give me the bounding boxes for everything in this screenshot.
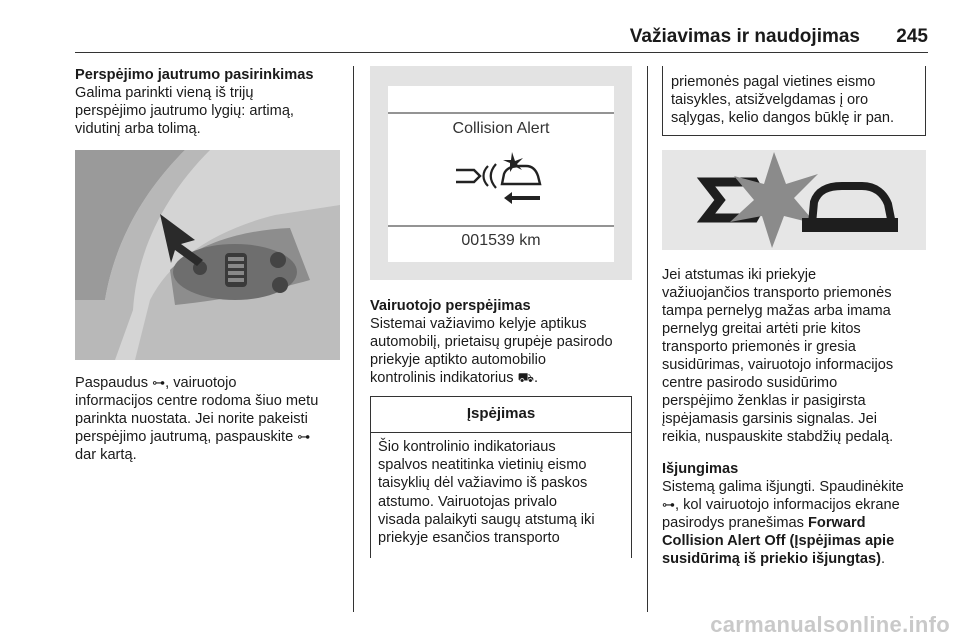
- header-rule: [75, 52, 928, 53]
- caution-cont-line-3: sąlygas, kelio dangos būklę ir pan.: [671, 110, 895, 127]
- collision-body-line-5: transporto priemonės ir gresia: [662, 339, 856, 355]
- caution-line-2: spalvos neatitinka vietinių eismo: [378, 457, 587, 474]
- indicator-period: .: [534, 370, 539, 386]
- watermark: carmanualsonline.info: [710, 612, 950, 637]
- caution-cont-line-2: taisykles, atsižvelgdamas į oro: [671, 92, 869, 109]
- caution-line-1: Šio kontrolinio indikatoriaus: [378, 439, 556, 455]
- collision-warning-symbol: [662, 150, 926, 250]
- off-line-2-text: , kol vairuotojo informacijos ekrane: [675, 497, 900, 513]
- caution-line-6: priekyje esančios transporto: [378, 530, 560, 547]
- steering-wheel-photo: [75, 150, 340, 360]
- page-number: 245: [896, 26, 928, 47]
- caution-line-4: atstumo. Vairuotojas privalo: [378, 493, 557, 510]
- running-header: Važiavimas ir naudojimas: [629, 26, 860, 47]
- collision-body-line-6: susidūrimas, vairuotojo informacijos: [662, 357, 894, 373]
- car-sensitivity-button-icon: ⊶: [152, 375, 166, 390]
- warning-body-line-2: automobilį, prietaisų grupėje pasirodo: [370, 334, 613, 350]
- driver-info-display-illustration: [370, 66, 632, 280]
- off-line-3: [662, 514, 866, 532]
- off-line-3-text: pasirodys pranešimas: [662, 515, 809, 531]
- column-divider-1: [353, 66, 354, 612]
- collision-body-line-3: tampa pernelyg mažas arba imama: [662, 303, 891, 319]
- press-line-1: [75, 374, 236, 392]
- caution-line-3: taisyklių dėl važiavimo iš paskos: [378, 475, 588, 492]
- press-text-c: perspėjimo jautrumą, paspauskite: [75, 429, 298, 445]
- warning-body-line-4: [370, 369, 538, 387]
- off-message-bold-1: Forward: [808, 515, 866, 531]
- press-line-2: [75, 428, 310, 446]
- car-sensitivity-button-icon: ⊶: [662, 497, 675, 512]
- column-divider-2: [647, 66, 648, 612]
- off-line-1: Sistemą galima išjungti. Spaudinėkite: [662, 479, 904, 495]
- off-line-5-period: .: [880, 551, 886, 567]
- body-line-1: informacijos centre rodoma šiuo metu: [75, 393, 319, 409]
- collision-body-line-8: perspėjimo ženklas ir pasigirsta: [662, 393, 866, 409]
- collision-body-line-4: pernelyg greitai artėti prie kitos: [662, 321, 861, 337]
- vehicle-ahead-indicator-icon: ⛟: [517, 370, 534, 385]
- collision-body-line-7: centre pasirodo susidūrimo: [662, 375, 838, 391]
- off-message-bold-3: susidūrimą iš priekio išjungtas): [662, 551, 881, 567]
- warning-body-line-1: Sistemai važiavimo kelyje aptikus: [370, 316, 587, 332]
- indicator-text: kontrolinis indikatorius: [370, 370, 518, 386]
- section-heading-sensitivity: Perspėjimo jautrumo pasirinkimas: [75, 67, 314, 83]
- intro-line-2: perspėjimo jautrumo lygių: artimą,: [75, 103, 294, 119]
- collision-body-line-1: Jei atstumas iki priekyje: [662, 267, 817, 283]
- display-title: Collision Alert: [452, 120, 550, 137]
- collision-body-line-10: reikia, nuspauskite stabdžių pedalą.: [662, 429, 894, 445]
- section-heading-deactivation: Išjungimas: [662, 461, 739, 477]
- intro-line-3: vidutinį arba tolimą.: [75, 121, 201, 137]
- press-text-b: , vairuotojo: [165, 375, 237, 391]
- collision-body-line-2: važiuojančios transporto priemonės: [662, 285, 892, 301]
- off-line-5: [662, 550, 885, 568]
- press-line-3: dar kartą.: [75, 447, 137, 463]
- section-heading-driver-warning: Vairuotojo perspėjimas: [370, 298, 531, 314]
- body-line-2: parinkta nuostata. Jei norite pakeisti: [75, 411, 308, 427]
- caution-line-5: visada palaikyti saugų atstumą iki: [378, 511, 595, 528]
- warning-body-line-3: priekyje aptikto automobilio: [370, 352, 547, 368]
- collision-body-line-9: įspėjamasis garsinis signalas. Jei: [662, 411, 877, 427]
- caution-cont-line-1: priemonės pagal vietines eismo: [671, 74, 876, 90]
- display-odometer: 001539 km: [461, 232, 541, 249]
- off-line-2: [662, 496, 900, 514]
- press-text-a: Paspaudus: [75, 375, 153, 391]
- caution-box-continued: [662, 66, 926, 136]
- car-sensitivity-button-icon: ⊶: [297, 429, 311, 444]
- off-message-bold-2: Collision Alert Off (Įspėjimas apie: [662, 533, 895, 549]
- steering-wheel-illustration: [75, 150, 340, 360]
- caution-title: Įspėjimas: [371, 397, 631, 433]
- caution-box: [370, 396, 632, 558]
- intro-line-1: Galima parinkti vieną iš trijų: [75, 85, 254, 101]
- collision-symbol-illustration: [662, 150, 926, 250]
